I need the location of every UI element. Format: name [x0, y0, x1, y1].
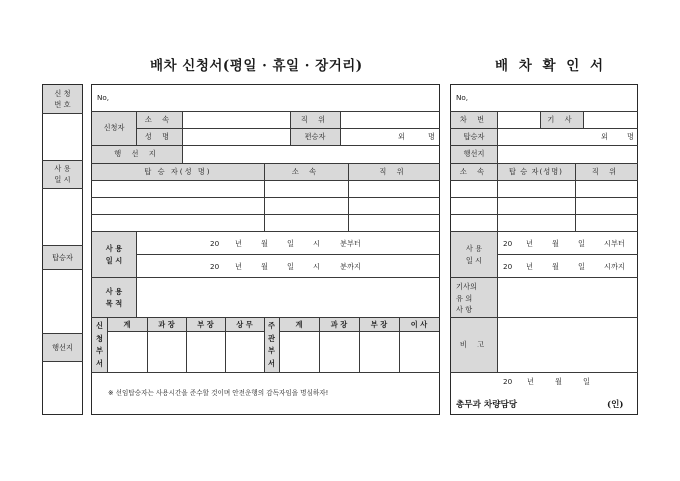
confirm-riders-persons: 명	[627, 132, 634, 141]
destination-label: 행 선 지	[114, 149, 160, 158]
to-minute-unit: 분까지	[340, 262, 361, 271]
from-hour-unit: 시	[313, 239, 320, 248]
seal-mark: (인)	[607, 400, 624, 410]
to-hour-unit: 시	[313, 262, 320, 271]
passenger-position-header: 직 위	[379, 167, 408, 176]
to-year-unit: 년	[235, 262, 242, 271]
confirm-to-day-unit: 일	[578, 262, 585, 271]
purpose-label: 사 용 목 적	[105, 287, 123, 308]
signature-label: 총무과 차량담당	[456, 400, 518, 410]
applicant-label: 신청자	[103, 123, 125, 132]
side-passenger: 탑승자	[52, 253, 73, 262]
driver-notes-label: 기사의 유 의 사 항	[456, 282, 477, 314]
riders-others: 외	[398, 132, 405, 141]
to-year: 20	[210, 262, 220, 271]
confirm-dept-header: 소 속	[459, 167, 489, 176]
riders-persons: 명	[428, 132, 435, 141]
notice-text: ※ 선임탑승자는 사용시간을 준수할 것이며 안전운행의 감독자임을 명심하자!	[108, 389, 329, 397]
driver-label: 기 사	[547, 115, 576, 124]
from-day-unit: 일	[287, 239, 294, 248]
from-month-unit: 월	[261, 239, 268, 248]
dept-label: 소 속	[144, 115, 174, 124]
approval-right-staff: 계	[295, 320, 303, 329]
to-month-unit: 월	[261, 262, 268, 271]
confirm-riders-label: 탑승자	[463, 132, 485, 141]
confirm-date-year-unit: 년	[527, 377, 534, 386]
approval-right-manager: 과 장	[330, 320, 348, 329]
confirm-to-month-unit: 월	[552, 262, 559, 271]
approval-left-staff: 계	[123, 320, 131, 329]
side-usage-time: 사 용 일 시	[54, 164, 71, 184]
from-minute-unit: 분부터	[340, 239, 361, 248]
usage-datetime-label: 사 용 일 시	[105, 244, 123, 265]
side-request-no: 신 청 번 호	[54, 89, 71, 109]
confirm-passenger-header: 탑 승 자(성명)	[509, 167, 563, 176]
approval-right-executive: 이 사	[410, 320, 428, 329]
request-no-label: No,	[97, 93, 110, 102]
from-year-unit: 년	[235, 239, 242, 248]
from-year: 20	[210, 239, 220, 248]
approval-left-executive: 상 무	[236, 320, 253, 329]
confirm-no-label: No,	[456, 93, 469, 102]
confirm-usage-datetime-label: 사 용 일 시	[465, 244, 483, 265]
confirm-destination-label: 행선지	[463, 149, 485, 158]
confirm-date-month-unit: 월	[555, 377, 562, 386]
approval-right-director: 부 장	[370, 320, 388, 329]
confirm-to-year-unit: 년	[526, 262, 533, 271]
confirm-from-day-unit: 일	[578, 239, 585, 248]
position-label: 직 위	[300, 115, 330, 124]
confirm-from-hour-unit: 시부터	[604, 239, 625, 248]
riders-label: 편승자	[304, 132, 326, 141]
side-destination: 행선지	[52, 343, 73, 352]
to-day-unit: 일	[287, 262, 294, 271]
confirm-from-year-unit: 년	[526, 239, 533, 248]
confirm-form-title: 배 차 확 인 서	[495, 58, 607, 74]
confirm-date-year: 20	[503, 377, 513, 386]
request-form-title: 배차 신청서(평일 · 휴일 · 장거리)	[150, 58, 363, 74]
confirm-to-year: 20	[503, 262, 513, 271]
confirm-from-month-unit: 월	[552, 239, 559, 248]
remarks-label: 비 고	[459, 340, 489, 349]
passenger-dept-header: 소 속	[291, 167, 321, 176]
approval-left-manager: 과 장	[158, 320, 175, 329]
confirm-from-year: 20	[503, 239, 513, 248]
confirm-position-header: 직 위	[591, 167, 621, 176]
confirm-to-hour-unit: 시까지	[604, 262, 625, 271]
approval-left-director: 부 장	[197, 320, 214, 329]
confirm-riders-others: 외	[601, 132, 608, 141]
name-label: 성 명	[144, 132, 174, 141]
confirm-date-day-unit: 일	[583, 377, 590, 386]
supervising-dept-label: 주 관 부 서	[268, 321, 275, 368]
request-dept-label: 신 청 부 서	[96, 321, 103, 368]
passenger-name-header: 탑 승 자(성 명)	[144, 167, 212, 176]
car-no-label: 차 번	[459, 115, 489, 124]
